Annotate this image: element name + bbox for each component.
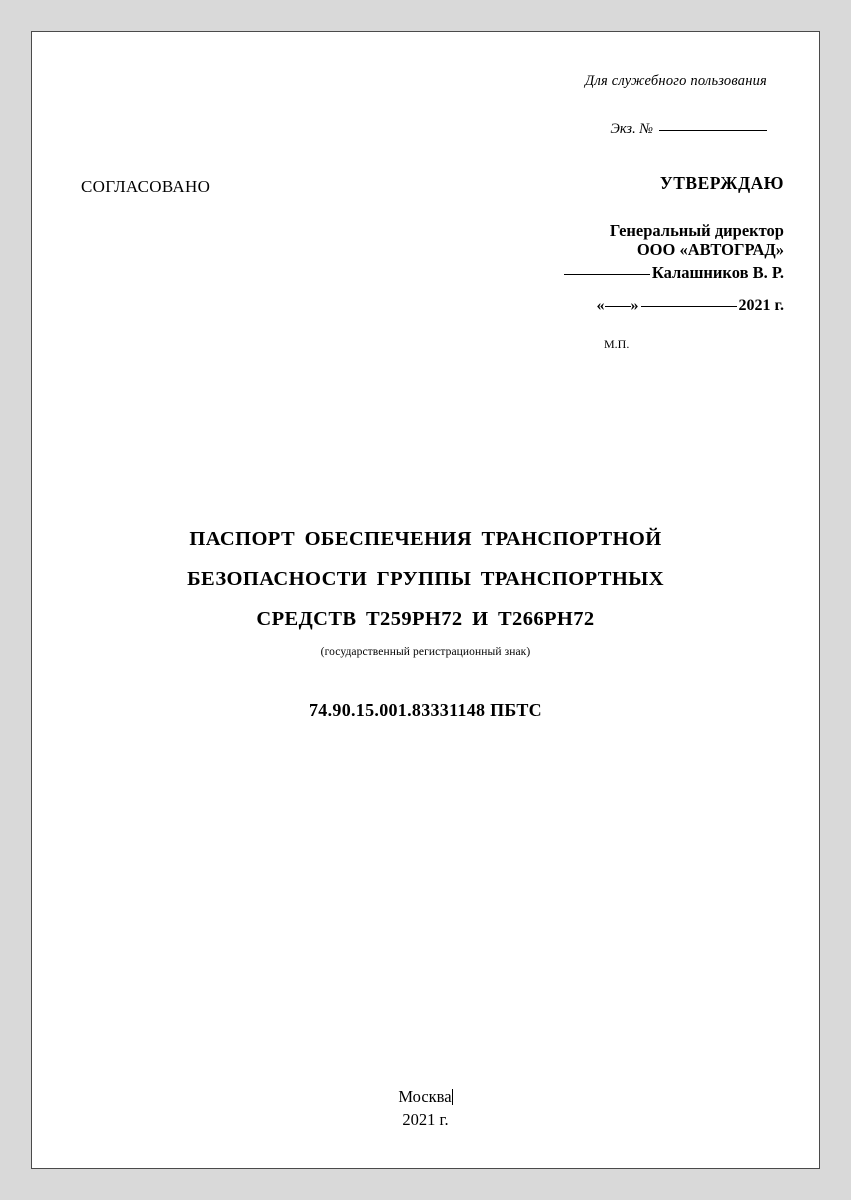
document-page <box>31 31 820 1169</box>
restriction-notice: Для служебного пользования <box>585 73 767 89</box>
date-day-rule <box>605 306 631 307</box>
document-code: 74.90.15.001.83331148 ПБТС <box>309 699 542 720</box>
footer-city: Москва <box>398 1087 452 1107</box>
copy-number-rule <box>659 130 767 131</box>
title-line-1: ПАСПОРТ ОБЕСПЕЧЕНИЯ ТРАНСПОРТНОЙ <box>189 528 662 550</box>
title-line-3: СРЕДСТВ Т259РН72 И Т266РН72 <box>256 607 595 630</box>
copy-number-label: Экз. № <box>610 121 653 137</box>
document-footer <box>32 1086 819 1132</box>
footer-city-line <box>32 1086 819 1109</box>
date-line <box>542 297 792 315</box>
approver-organization: ООО «АВТОГРАД» <box>636 240 784 260</box>
approver-position-line1: Генеральный директор <box>609 221 784 240</box>
approve-label: УТВЕРЖДАЮ <box>659 173 784 193</box>
seal-label: М.П. <box>604 336 630 351</box>
date-month-rule <box>641 306 737 307</box>
date-quote-open: « <box>596 296 605 314</box>
approver-position <box>542 221 792 260</box>
page-inner <box>32 32 819 1168</box>
date-year: 2021 г. <box>738 296 784 314</box>
signature-rule <box>564 274 650 275</box>
date-quote-close: » <box>630 296 639 314</box>
title-line-2: БЕЗОПАСНОСТИ ГРУППЫ ТРАНСПОРТНЫХ <box>187 567 664 590</box>
approver-name: Калашников В. Р. <box>651 262 784 282</box>
approval-block <box>542 173 792 352</box>
document-title-block <box>32 520 819 721</box>
footer-year: 2021 г. <box>402 1110 449 1130</box>
agreed-label: СОГЛАСОВАНО <box>81 177 211 196</box>
copy-number-field <box>610 121 767 138</box>
title-subtitle: (государственный регистрационный знак) <box>320 645 531 658</box>
signature-line <box>542 263 792 283</box>
